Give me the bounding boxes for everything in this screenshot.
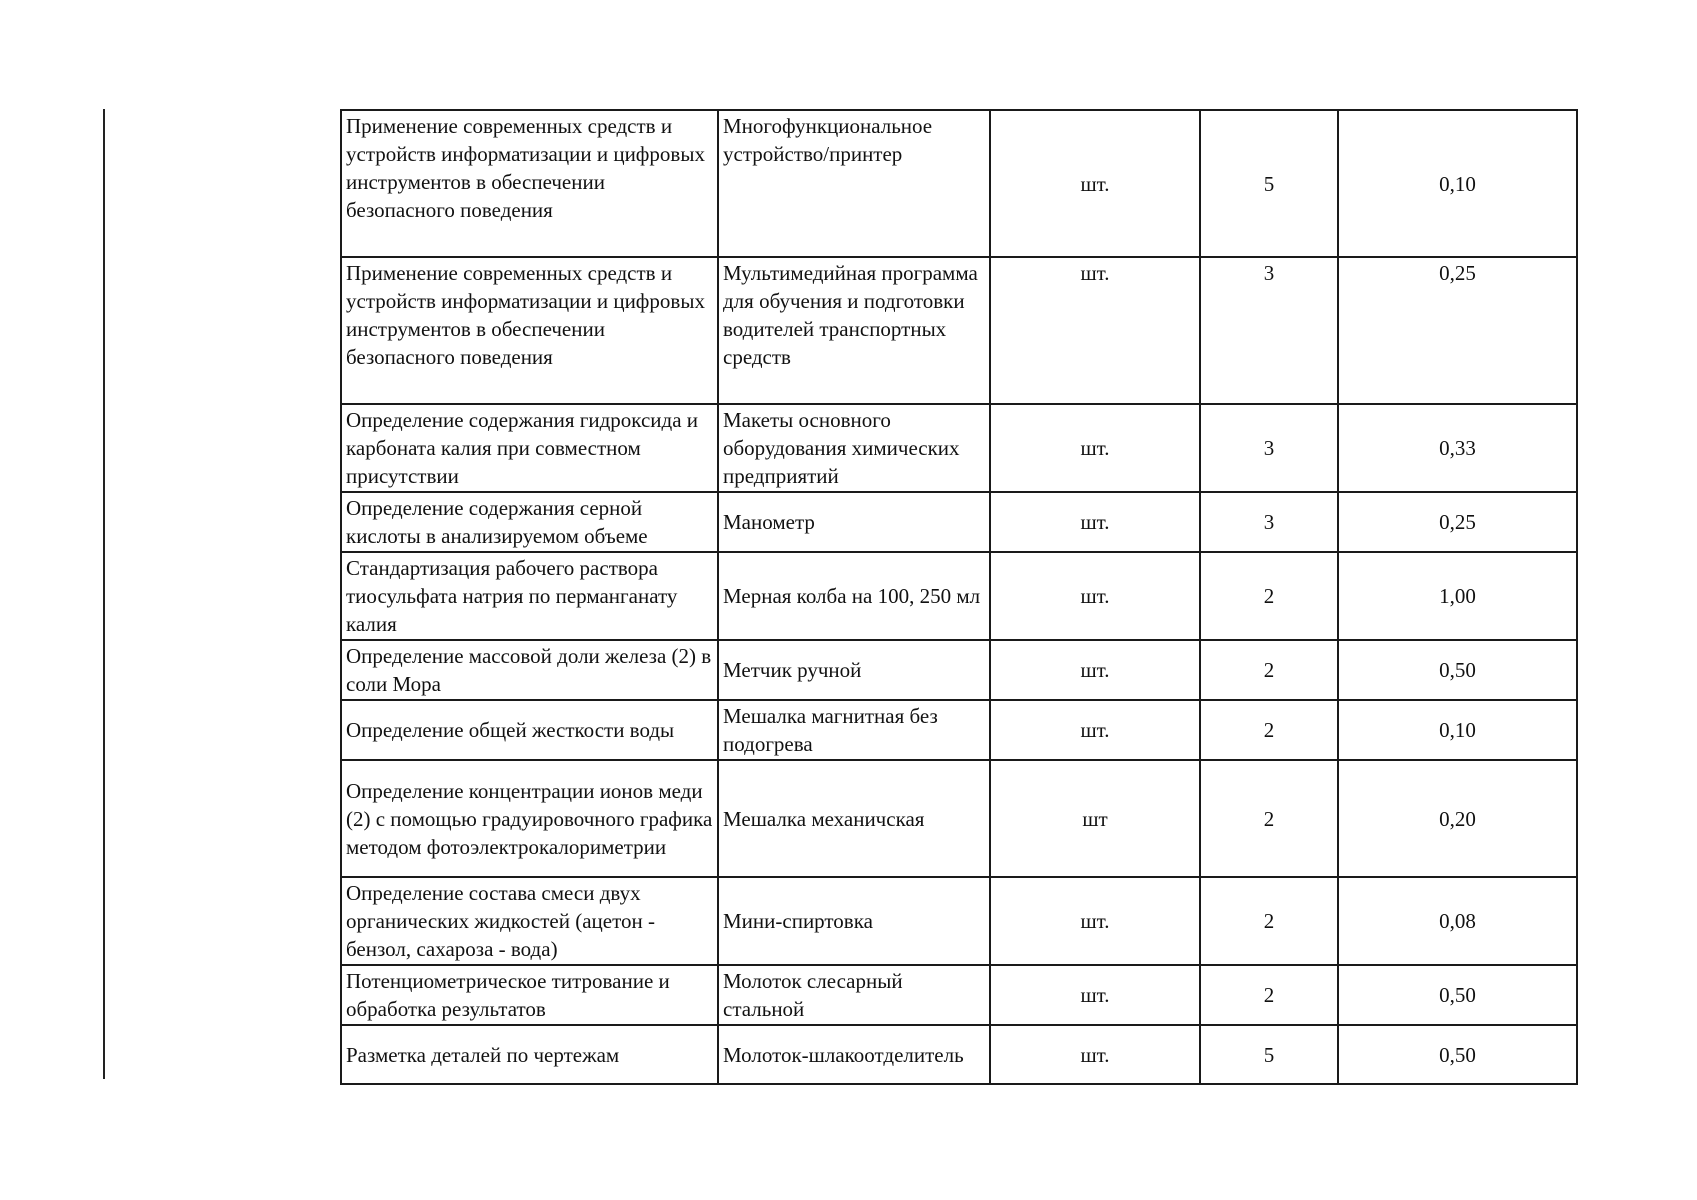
activity-cell: Потенциометрическое титрование и обработка результатов <box>341 965 718 1025</box>
page-margin-rule <box>103 109 105 1079</box>
quantity-cell: 2 <box>1200 965 1338 1025</box>
activity-cell: Определение содержания серной кислоты в анализируемом объеме <box>341 492 718 552</box>
activity-cell: Определение общей жесткости воды <box>341 700 718 760</box>
equipment-cell: Мешалка магнитная без подогрева <box>718 700 990 760</box>
equipment-cell: Мешалка механичская <box>718 760 990 877</box>
table-row <box>341 492 1577 552</box>
unit-cell: шт. <box>990 110 1200 257</box>
table-row <box>341 640 1577 700</box>
unit-cell: шт. <box>990 965 1200 1025</box>
unit-cell: шт. <box>990 640 1200 700</box>
table-row <box>341 257 1577 404</box>
activity-cell: Применение современных средств и устройств информатизации и цифровых инструментов в обеспечении безопасного поведения <box>341 257 718 404</box>
unit-cell: шт <box>990 760 1200 877</box>
activity-cell: Определение массовой доли железа (2) в соли Мора <box>341 640 718 700</box>
unit-cell: шт. <box>990 877 1200 965</box>
coefficient-cell: 0,20 <box>1338 760 1577 877</box>
coefficient-cell: 1,00 <box>1338 552 1577 640</box>
equipment-cell: Мерная колба на 100, 250 мл <box>718 552 990 640</box>
activity-cell: Определение содержания гидроксида и карбоната калия при совместном присутствии <box>341 404 718 492</box>
activity-cell: Определение концентрации ионов меди (2) с помощью градуировочного графика методом фотоэлектрокалориметрии <box>341 760 718 877</box>
coefficient-cell: 0,25 <box>1338 492 1577 552</box>
activity-cell: Стандартизация рабочего раствора тиосульфата натрия по перманганату калия <box>341 552 718 640</box>
coefficient-cell: 0,50 <box>1338 640 1577 700</box>
table-row <box>341 552 1577 640</box>
activity-cell: Разметка деталей по чертежам <box>341 1025 718 1084</box>
equipment-cell: Многофункциональное устройство/принтер <box>718 110 990 257</box>
coefficient-cell: 0,50 <box>1338 1025 1577 1084</box>
unit-cell: шт. <box>990 492 1200 552</box>
quantity-cell: 2 <box>1200 760 1338 877</box>
unit-cell: шт. <box>990 700 1200 760</box>
activity-cell: Применение современных средств и устройств информатизации и цифровых инструментов в обеспечении безопасного поведения <box>341 110 718 257</box>
quantity-cell: 3 <box>1200 492 1338 552</box>
quantity-cell: 2 <box>1200 700 1338 760</box>
quantity-cell: 2 <box>1200 552 1338 640</box>
equipment-cell: Манометр <box>718 492 990 552</box>
equipment-cell: Мультимедийная программа для обучения и подготовки водителей транспортных средств <box>718 257 990 404</box>
table-row <box>341 110 1577 257</box>
table-row <box>341 404 1577 492</box>
equipment-cell: Молоток-шлакоотделитель <box>718 1025 990 1084</box>
equipment-table <box>340 109 1578 1085</box>
coefficient-cell: 0,08 <box>1338 877 1577 965</box>
table-row <box>341 1025 1577 1084</box>
equipment-cell: Мини-спиртовка <box>718 877 990 965</box>
coefficient-cell: 0,33 <box>1338 404 1577 492</box>
quantity-cell: 3 <box>1200 404 1338 492</box>
quantity-cell: 2 <box>1200 640 1338 700</box>
activity-cell: Определение состава смеси двух органических жидкостей (ацетон - бензол, сахароза - вода) <box>341 877 718 965</box>
quantity-cell: 2 <box>1200 877 1338 965</box>
quantity-cell: 5 <box>1200 110 1338 257</box>
quantity-cell: 5 <box>1200 1025 1338 1084</box>
table-row <box>341 877 1577 965</box>
unit-cell: шт. <box>990 404 1200 492</box>
equipment-cell: Метчик ручной <box>718 640 990 700</box>
equipment-table-body <box>341 110 1577 1084</box>
table-row <box>341 965 1577 1025</box>
unit-cell: шт. <box>990 1025 1200 1084</box>
coefficient-cell: 0,25 <box>1338 257 1577 404</box>
quantity-cell: 3 <box>1200 257 1338 404</box>
unit-cell: шт. <box>990 257 1200 404</box>
coefficient-cell: 0,10 <box>1338 110 1577 257</box>
table-row <box>341 700 1577 760</box>
unit-cell: шт. <box>990 552 1200 640</box>
coefficient-cell: 0,10 <box>1338 700 1577 760</box>
equipment-cell: Макеты основного оборудования химических предприятий <box>718 404 990 492</box>
coefficient-cell: 0,50 <box>1338 965 1577 1025</box>
equipment-cell: Молоток слесарный стальной <box>718 965 990 1025</box>
table-row <box>341 760 1577 877</box>
